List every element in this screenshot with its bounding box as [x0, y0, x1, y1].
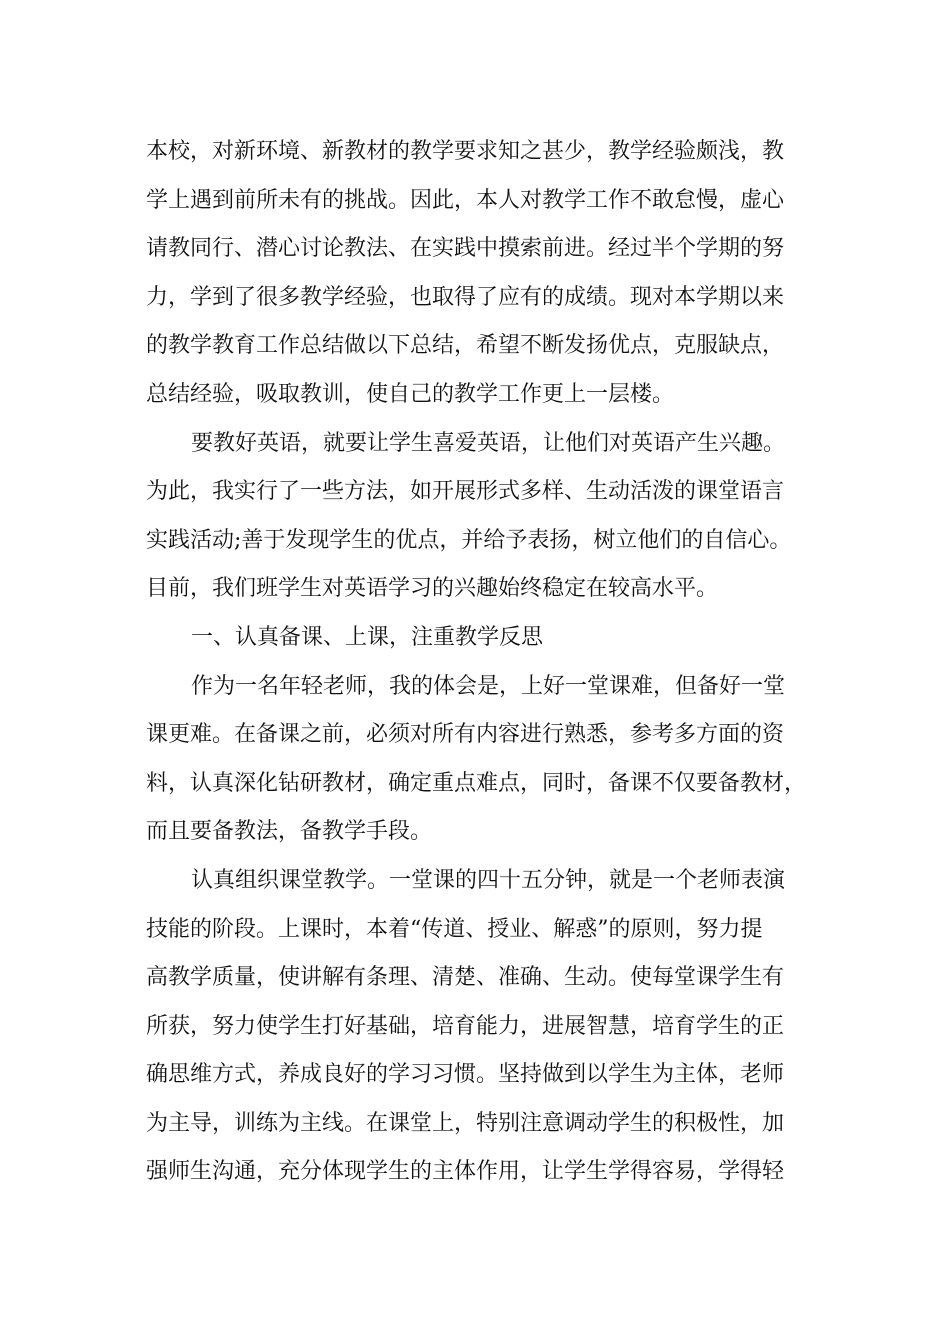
- text-line: 技能的阶段。上课时，本着“传道、授业、解惑”的原则，努力提: [146, 916, 763, 942]
- text-line: 为此，我实行了一些方法，如开展形式多样、生动活泼的课堂语言: [146, 479, 785, 505]
- text-line: 请教同行、潜心讨论教法、在实践中摸索前进。经过半个学期的努: [146, 236, 785, 262]
- paragraph-first-line: 要教好英语，就要让学生喜爱英语，让他们对英语产生兴趣。: [191, 430, 786, 456]
- text-line: 确思维方式，养成良好的学习习惯。坚持做到以学生为主体，老师: [146, 1062, 785, 1088]
- text-line: 实践活动;善于发现学生的优点，并给予表扬，树立他们的自信心。: [146, 527, 792, 553]
- text-line: 学上遇到前所未有的挑战。因此，本人对教学工作不敢怠慢，虚心: [146, 187, 785, 213]
- text-line: 总结经验，吸取教训，使自己的教学工作更上一层楼。: [146, 381, 675, 407]
- text-line: 高教学质量，使讲解有条理、清楚、准确、生动。使每堂课学生有: [146, 965, 785, 991]
- section-heading: 一、认真备课、上课，注重教学反思: [191, 624, 544, 650]
- text-line: 力，学到了很多教学经验，也取得了应有的成绩。现对本学期以来: [146, 284, 785, 310]
- text-line: 强师生沟通，充分体现学生的主体作用，让学生学得容易，学得轻: [146, 1159, 785, 1185]
- text-line: 的教学教育工作总结做以下总结，希望不断发扬优点，克服缺点，: [146, 333, 785, 359]
- paragraph-first-line: 认真组织课堂教学。一堂课的四十五分钟，就是一个老师表演: [191, 867, 786, 893]
- text-line: 所获，努力使学生打好基础，培育能力，进展智慧，培育学生的正: [146, 1013, 785, 1039]
- text-line: 目前，我们班学生对英语学习的兴趣始终稳定在较高水平。: [146, 576, 719, 602]
- text-line: 为主导，训练为主线。在课堂上，特别注意调动学生的积极性，加: [146, 1110, 785, 1136]
- text-line: 料，认真深化钻研教材，确定重点难点，同时，备课不仅要备教材，: [146, 770, 807, 796]
- paragraph-first-line: 作为一名年轻老师，我的体会是，上好一堂课难，但备好一堂: [191, 673, 786, 699]
- document-body: [146, 128, 822, 1197]
- text-line: 课更难。在备课之前，必须对所有内容进行熟悉，参考多方面的资: [146, 722, 785, 748]
- text-line: 本校，对新环境、新教材的教学要求知之甚少，教学经验颇浅，教: [146, 139, 785, 164]
- text-line: 而且要备教法，备教学手段。: [146, 819, 433, 845]
